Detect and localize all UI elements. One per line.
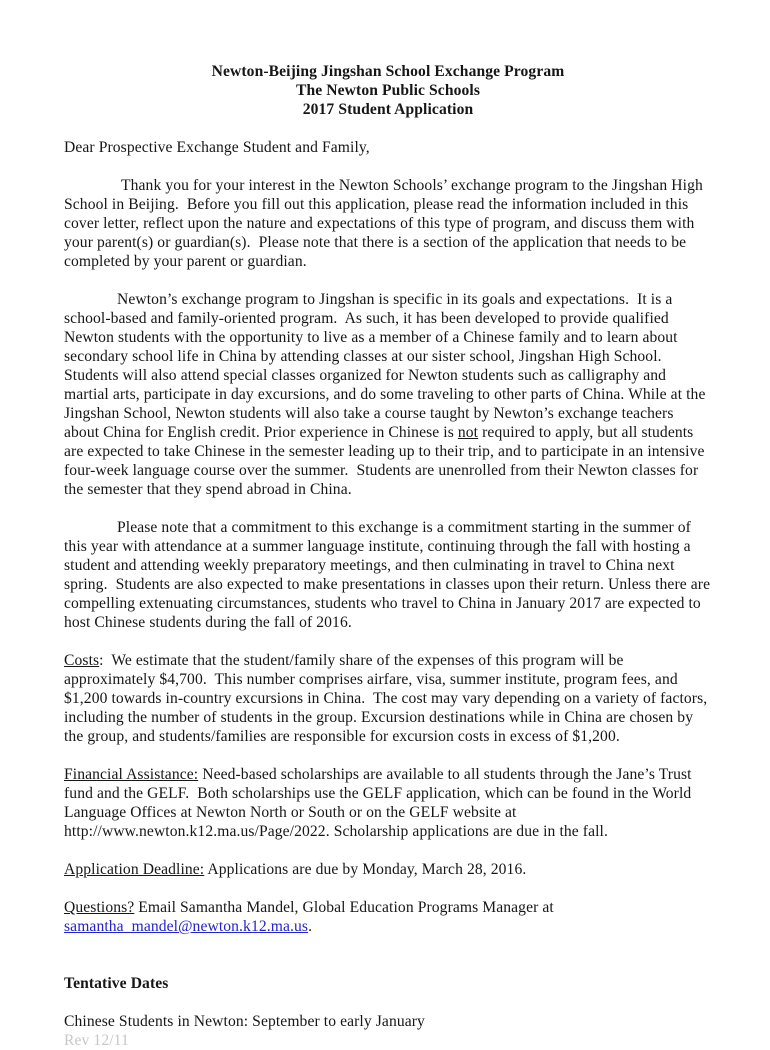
title-line-3: 2017 Student Application [302,101,474,118]
program-text-after-not: required to apply, but all students are expected to take Chinese in the semester leading up to their trip, and to participate in an intensive four-week language course over the summer. Students are unenrolled from their Newton classes for the semester that they spend abroad in China. [64,424,709,498]
costs-label: Costs [64,652,100,669]
revision-note: Rev 12/11 [64,1032,129,1049]
financial-assistance-text: Need-based scholarships are available to all students through the Jane’s Trust fund and the GELF. Both scholarships use the GELF application, which can be found in the World Language Offices at Newton North or South or on the GELF website at http://www.newton.k12.ma.us/Page/2022. Scholarship applications are due in the fall. [64,766,696,840]
application-deadline-label: Application Deadline: [64,861,205,878]
tentative-dates-line: Chinese Students in Newton: September to early January [64,1013,425,1030]
email-link[interactable]: samantha_mandel@newton.k12.ma.us [64,918,309,935]
title-line-1: Newton-Beijing Jingshan School Exchange Program [211,63,565,80]
paragraph-application-deadline [64,860,712,879]
costs-text: : We estimate that the student/family share of the expenses of this program will be approximately $4,700. This number comprises airfare, visa, summer institute, program fees, and $1,200 towards in-country excursions in China. The cost may vary depending on a variety of factors, including the number of students in the group. Excursion destinations while in China are chosen by the group, and students/families are responsible for excursion costs in excess of $1,200. [64,652,712,745]
paragraph-questions [64,898,712,936]
program-text-before-not: Newton’s exchange program to Jingshan is specific in its goals and expectations. It is a school-based and family-oriented program. As such, it has been developed to provide qualified Newton students with the opportunity to live as a member of a Chinese family and to learn about secondary school life in China by attending classes at our sister school, Jingshan High School. Students will also attend special classes organized for Newton students such as calligraphy and martial arts, participate in day excursions, and do some traveling to other parts of China. While at the Jingshan School, Newton students will also take a course taught by Newton’s exchange teachers about China for English credit. Prior experience in Chinese is [64,291,710,441]
questions-label: Questions? [64,899,135,916]
paragraph-financial-assistance [64,765,712,841]
paragraph-intro: Thank you for your interest in the Newton Schools’ exchange program to the Jingshan High School in Beijing. Before you fill out this application, please read the information included in this cover letter, reflect upon the nature and expectations of this type of program, and discuss them with your parent(s) or guardian(s). Please note that there is a section of the application that needs to be completed by your parent or guardian. [64,177,707,270]
paragraph-commitment: Please note that a commitment to this exchange is a commitment starting in the summer of this year with attendance at a summer language institute, continuing through the fall with hosting a student and attending weekly preparatory meetings, and then culminating in travel to China next spring. Students are also expected to make presentations in classes upon their return. Unless there are compelling extenuating circumstances, students who travel to China in January 2017 are expected to host Chinese students during the fall of 2016. [64,519,715,631]
paragraph-program [64,290,712,499]
title-line-2: The Newton Public Schools [295,82,480,99]
questions-text: Email Samantha Mandel, Global Education Programs Manager at [134,899,554,916]
document-title [64,62,712,119]
salutation: Dear Prospective Exchange Student and Family, [64,139,370,156]
paragraph-costs [64,651,712,746]
tentative-dates-heading: Tentative Dates [64,975,169,992]
financial-assistance-label: Financial Assistance: [64,766,199,783]
underlined-word-not: not [457,424,479,441]
email-period: . [308,918,313,935]
application-deadline-text: Applications are due by Monday, March 28, 2016. [204,861,527,878]
